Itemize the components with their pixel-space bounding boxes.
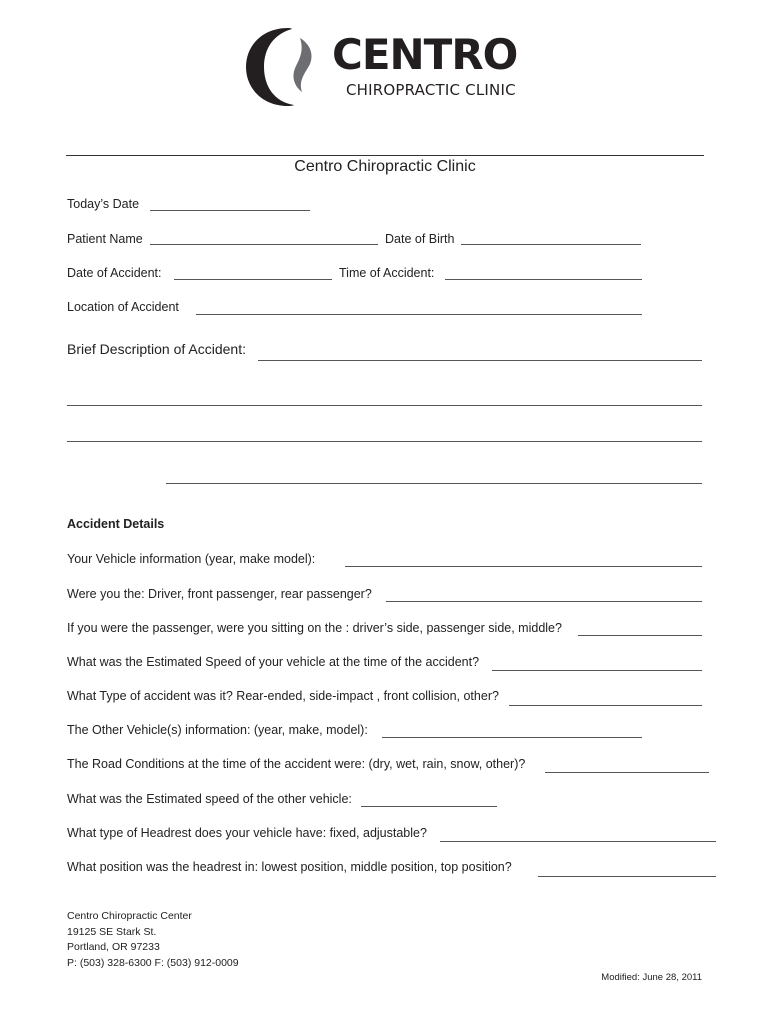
modified-date: Modified: June 28, 2011 xyxy=(601,972,702,983)
accident-details-heading: Accident Details xyxy=(67,517,165,531)
question-other-vehicle: The Other Vehicle(s) information: (year, make, model): xyxy=(67,723,368,737)
todays-date-field[interactable] xyxy=(150,210,310,211)
clinic-name: Centro Chiropractic Center xyxy=(67,910,192,922)
clinic-phone-fax: P: (503) 328-6300 F: (503) 912-0009 xyxy=(67,956,239,969)
date-of-accident-label: Date of Accident: xyxy=(67,266,162,280)
question-accident-type: What Type of accident was it? Rear-ended, side-impact , front collision, other? xyxy=(67,689,499,703)
clinic-address-block xyxy=(67,909,239,971)
description-line-2[interactable] xyxy=(67,405,702,406)
answer-vehicle-speed[interactable] xyxy=(492,670,702,671)
question-vehicle-info: Your Vehicle information (year, make model): xyxy=(67,552,316,566)
location-of-accident-label: Location of Accident xyxy=(67,300,179,314)
location-of-accident-field[interactable] xyxy=(196,314,642,315)
form-title: Centro Chiropractic Clinic xyxy=(294,158,476,175)
clinic-logo xyxy=(244,26,534,108)
patient-name-field[interactable] xyxy=(150,244,378,245)
logo-wordmark: CENTRO xyxy=(332,30,518,79)
clinic-city: Portland, OR 97233 xyxy=(67,941,160,953)
question-vehicle-speed: What was the Estimated Speed of your vehicle at the time of the accident? xyxy=(67,655,480,669)
question-road-conditions: The Road Conditions at the time of the accident were: (dry, wet, rain, snow, other)? xyxy=(67,757,526,771)
date-of-birth-field[interactable] xyxy=(461,244,641,245)
answer-accident-type[interactable] xyxy=(509,705,702,706)
centro-c-mark-icon xyxy=(244,26,324,108)
header-divider xyxy=(66,155,704,156)
question-headrest-position: What position was the headrest in: lowest position, middle position, top position? xyxy=(67,860,512,874)
description-line-3[interactable] xyxy=(67,441,702,442)
answer-headrest-position[interactable] xyxy=(538,876,716,877)
clinic-street: 19125 SE Stark St. xyxy=(67,925,157,938)
answer-headrest-type[interactable] xyxy=(440,841,716,842)
time-of-accident-label: Time of Accident: xyxy=(339,266,435,280)
description-line-4[interactable] xyxy=(166,483,702,484)
answer-road-conditions[interactable] xyxy=(545,772,709,773)
description-line-1[interactable] xyxy=(258,360,702,361)
date-of-accident-field[interactable] xyxy=(174,279,332,280)
brief-description-label: Brief Description of Accident: xyxy=(67,341,246,357)
answer-seat-position[interactable] xyxy=(578,635,702,636)
logo-subtitle: CHIROPRACTIC CLINIC xyxy=(346,81,516,99)
answer-occupant-role[interactable] xyxy=(386,601,702,602)
todays-date-label: Today’s Date xyxy=(67,197,140,211)
question-headrest-type: What type of Headrest does your vehicle have: fixed, adjustable? xyxy=(67,826,427,840)
question-seat-position: If you were the passenger, were you sitting on the : driver’s side, passenger side, middle? xyxy=(67,621,562,635)
time-of-accident-field[interactable] xyxy=(445,279,642,280)
question-other-vehicle-speed: What was the Estimated speed of the other vehicle: xyxy=(67,792,352,806)
patient-name-label: Patient Name xyxy=(67,232,143,246)
answer-other-vehicle[interactable] xyxy=(382,737,642,738)
answer-other-vehicle-speed[interactable] xyxy=(361,806,497,807)
question-occupant-role: Were you the: Driver, front passenger, rear passenger? xyxy=(67,587,372,601)
date-of-birth-label: Date of Birth xyxy=(385,232,455,246)
answer-vehicle-info[interactable] xyxy=(345,566,702,567)
